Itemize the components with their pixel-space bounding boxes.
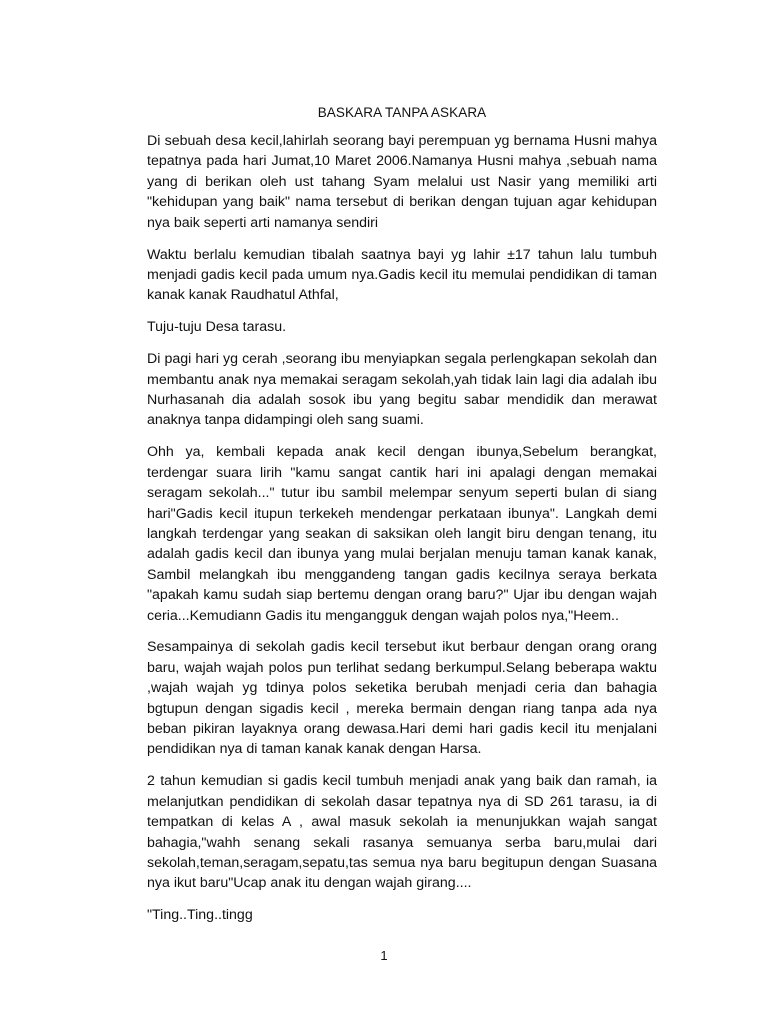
paragraph-6: Sesampainya di sekolah gadis kecil tersebut ikut berbaur dengan orang orang baru, wajah wajah polos pun terlihat sedang berkumpul.Selang beberapa waktu ,wajah wajah yg tdinya polos seketika berubah menjadi ceria dan bahagia bgtupun dengan sigadis kecil , mereka bermain dengan riang tanpa ada nya beban pikiran layaknya orang dewasa.Hari demi hari gadis kecil itu menjalani pendidikan nya di taman kanak kanak dengan Harsa.	[147, 639, 657, 758]
paragraph-8: "Ting..Ting..tingg	[147, 907, 253, 924]
page-number: 1	[380, 948, 388, 963]
paragraph-1: Di sebuah desa kecil,lahirlah seorang bayi perempuan yg bernama Husni mahya tepatnya pada hari Jumat,10 Maret 2006.Namanya Husni mahya ,sebuah nama yang di berikan oleh ust tahang Syam melalui ust Nasir yang memiliki arti "kehidupan yang baik" nama tersebut di berikan dengan tujuan agar kehidupan nya baik seperti arti namanya sendiri	[147, 133, 657, 231]
document-title: BASKARA TANPA ASKARA	[317, 105, 487, 120]
paragraph-2: Waktu berlalu kemudian tibalah saatnya bayi yg lahir ±17 tahun lalu tumbuh menjadi gadis kecil pada umum nya.Gadis kecil itu memulai pendidikan di taman kanak kanak Raudhatul Athfal,	[147, 246, 657, 304]
paragraph-3: Tuju-tuju Desa tarasu.	[147, 319, 287, 336]
paragraph-7: 2 tahun kemudian si gadis kecil tumbuh menjadi anak yang baik dan ramah, ia melanjutkan pendidikan di sekolah dasar tepatnya nya di SD 261 tarasu, ia di tempatkan di kelas A , awal masuk sekolah ia menunjukkan wajah sangat bahagia,"wahh senang sekali rasanya semuanya serba baru,mulai dari sekolah,teman,seragam,sepatu,tas semua nya baru begitupun dengan Suasana nya ikut baru"Ucap anak itu dengan wajah girang....	[147, 773, 657, 892]
document-body	[147, 131, 657, 937]
paragraph-5: Ohh ya, kembali kepada anak kecil dengan ibunya,Sebelum berangkat, terdengar suara lirih "kamu sangat cantik hari ini apalagi dengan memakai seragam sekolah..." tutur ibu sambil melempar senyum seperti bulan di siang hari"Gadis kecil itupun terkekeh mendengar perkataan ibunya". Langkah demi langkah terdengar yang seakan di saksikan oleh langit biru dengan tenang, itu adalah gadis kecil dan ibunya yang mulai berjalan menuju taman kanak kanak, Sambil melangkah ibu menggandeng tangan gadis kecilnya seraya berkata "apakah kamu sudah siap bertemu dengan orang baru?" Ujar ibu dengan wajah ceria...Kemudiann Gadis itu mengangguk dengan wajah polos nya,"Heem..	[147, 444, 657, 624]
paragraph-4: Di pagi hari yg cerah ,seorang ibu menyiapkan segala perlengkapan sekolah dan membantu anak nya memakai seragam sekolah,yah tidak lain lagi dia adalah ibu Nurhasanah dia adalah sosok ibu yang begitu sabar mendidik dan merawat anaknya tanpa didampingi oleh sang suami.	[147, 351, 657, 429]
